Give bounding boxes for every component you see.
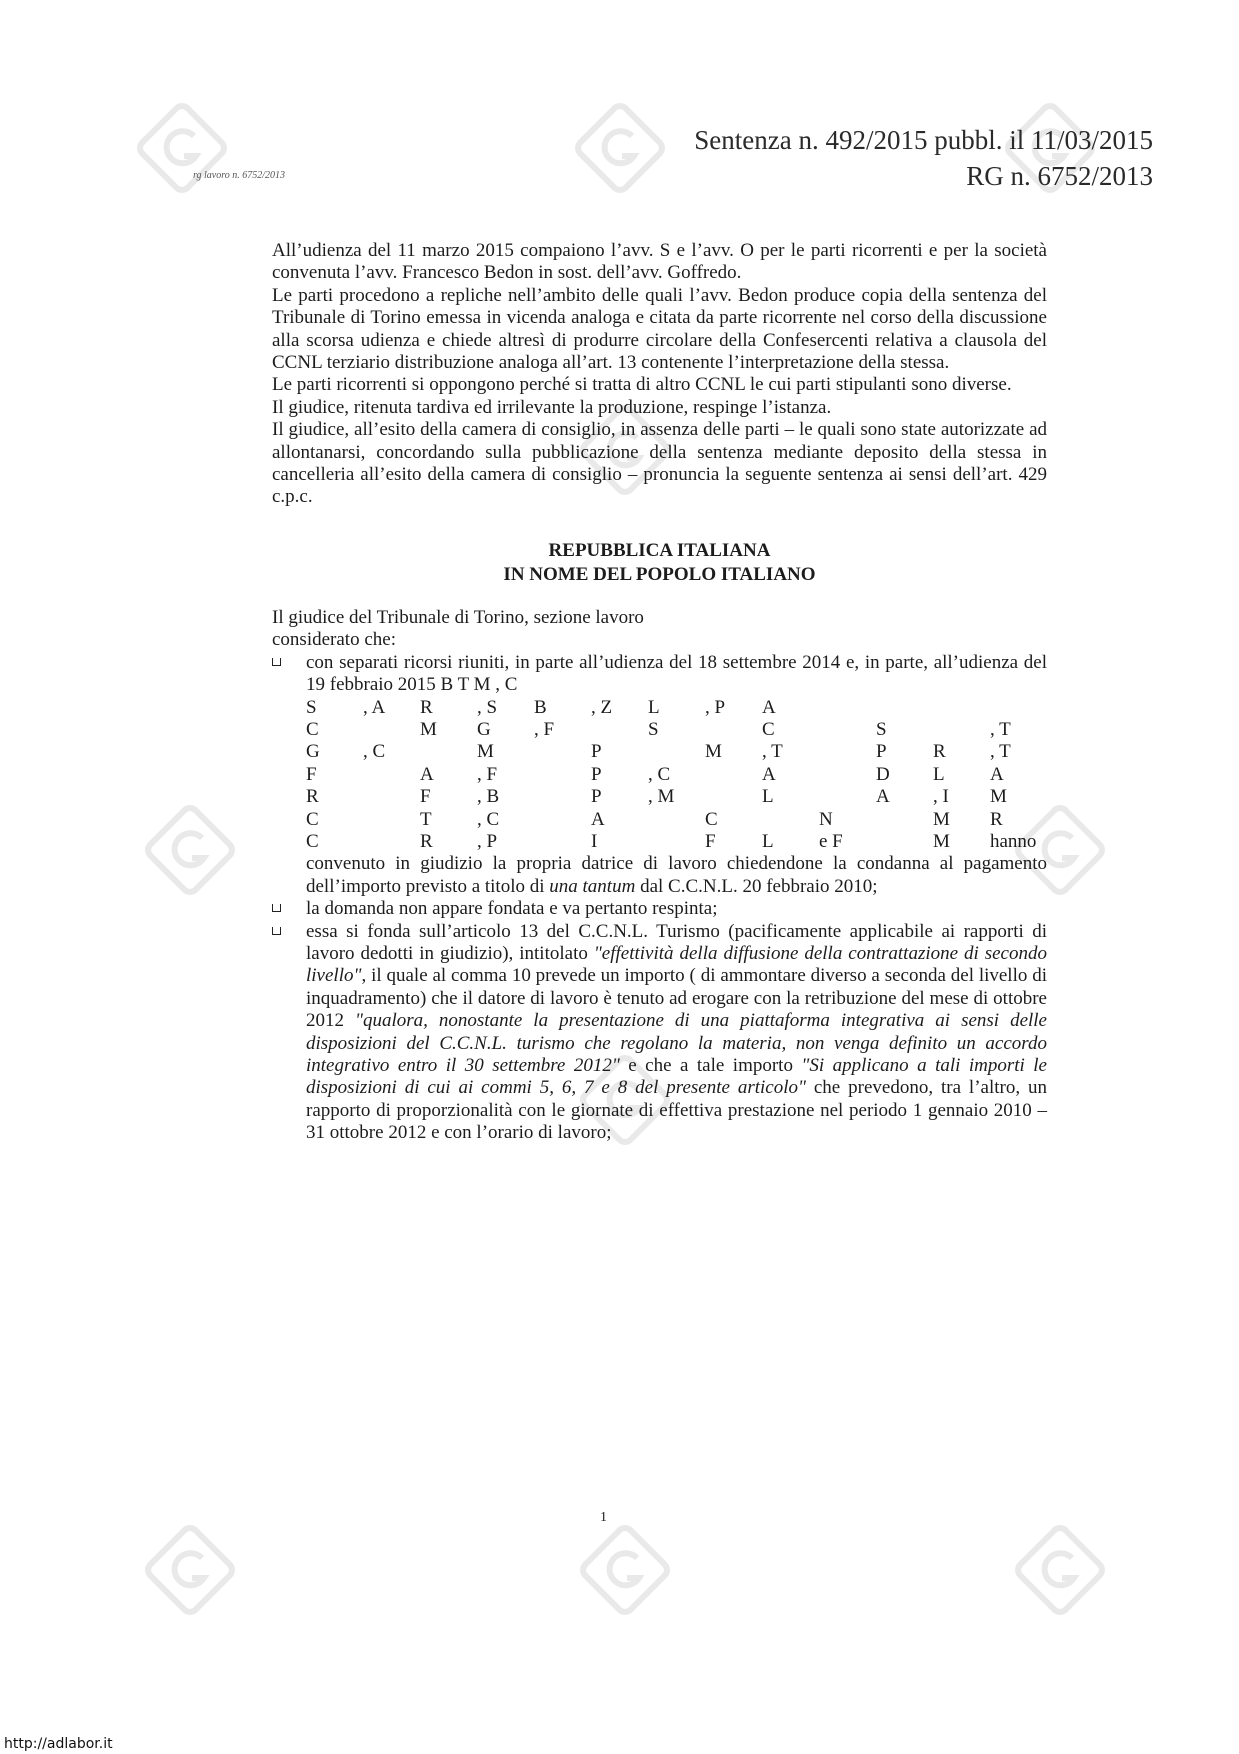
watermark-logo-icon — [132, 98, 232, 198]
list-item — [272, 898, 1047, 920]
intro-line-1: Il giudice del Tribunale di Torino, sezione lavoro — [272, 606, 644, 628]
watermark-logo-icon — [570, 98, 670, 198]
document-header — [694, 122, 1153, 194]
preamble-paragraph: Le parti ricorrenti si oppongono perché si tratta di altro CCNL le cui parti stipulanti sono diverse. — [272, 374, 1012, 396]
considerations-list — [272, 652, 1047, 1145]
item3-italic-b: "effettività della diffusione della contrattazione di secondo livello" — [306, 942, 1047, 987]
sentenza-reference: Sentenza n. 492/2015 pubbl. il 11/03/2015 — [694, 125, 1153, 155]
watermark-logo-icon — [1010, 1520, 1110, 1620]
item3-text-a: essa si fonda sull’articolo 13 del C.C.N.L. Turismo (pacificamente applicabile ai rapporti di lavoro dedotti in giudizio), intitolato — [306, 920, 1047, 964]
item3-text-c: , il quale al comma 10 prevede un importo ( di ammontare diverso a seconda del livello di inquadramento) che il datore di lavoro è tenuto ad erogare con la retribuzione del mese di ottobre 2012 — [306, 965, 1047, 1032]
item1-italic: una tantum — [549, 875, 636, 897]
names-row: S , A R , S B , Z L , P A — [306, 696, 776, 718]
item3-italic-f: "Si applicano a tali importi le disposizioni di cui ai commi 5, 6, 7 e 8 del presente articolo" — [306, 1055, 1047, 1099]
checkbox-bullet-icon — [272, 927, 281, 935]
names-row: C R , P I F L e F M hanno — [306, 830, 1037, 852]
preamble-paragraph: Le parti procedono a repliche nell’ambito delle quali l’avv. Bedon produce copia della sentenza del Tribunale di Torino emessa in vicenda analoga e citata da parte ricorrente nel corso della discussione alla scorsa udienza e chiede altresì di produrre circolare della Confesercenti relativa a clausola del CCNL terziario distribuzione analoga all’art. 13 contenente l’interpretazione della stessa. — [272, 284, 1047, 374]
checkbox-bullet-icon — [272, 904, 281, 912]
item1-start: con separati ricorsi riuniti, in parte all’udienza del 18 settembre 2014 e, in parte, all’udienza del 19 febbraio 2015 B T M , C — [306, 651, 1047, 696]
page-number: 1 — [600, 1510, 607, 1525]
item3-italic-d: "qualora, nonostante la presentazione di una piattaforma integrativa ai sensi delle disposizioni del C.C.N.L. turismo che regolano la materia, non venga definito un accordo integrativo entro il 30 settembre 2012" — [306, 1010, 1047, 1076]
preamble-paragraph: Il giudice, ritenuta tardiva ed irrilevante la produzione, respinge l’istanza. — [272, 396, 832, 418]
rg-reference: RG n. 6752/2013 — [966, 161, 1153, 191]
item1-end: convenuto in giudizio la propria datrice di lavoro chiedendone la condanna al pagamento dell’importo previsto a titolo di — [306, 853, 1047, 897]
list-item — [272, 652, 1047, 898]
names-row: C M G , F S C S , T — [306, 718, 1011, 740]
title-line-1: REPUBBLICA ITALIANA — [548, 539, 771, 561]
names-row: R F , B P , M L A , I M — [306, 786, 1007, 808]
intro-line-2: considerato che: — [272, 629, 396, 651]
preamble-paragraph: All’udienza del 11 marzo 2015 compaiono l’avv. S e l’avv. O per le parti ricorrenti e per la società convenuta l’avv. Francesco Bedon in sost. dell’avv. Goffredo. — [272, 240, 1047, 284]
names-row: F A , F P , C A D L A — [306, 763, 1004, 785]
title-line-2: IN NOME DEL POPOLO ITALIANO — [503, 563, 816, 585]
names-row: G , C M P M , T P R , T — [306, 741, 1011, 763]
watermark-logo-icon — [575, 1520, 675, 1620]
watermark-logo-icon — [140, 1520, 240, 1620]
preamble-paragraph: Il giudice, all’esito della camera di consiglio, in assenza delle parti – le quali sono state autorizzate ad allontanarsi, concordando sulla pubblicazione della sentenza mediante deposito della stessa in cancelleria all’esito della camera di consiglio – pronuncia la seguente sentenza ai sensi dell’art. 429 c.p.c. — [272, 419, 1047, 508]
names-row: C T , C A C N M R — [306, 808, 1003, 830]
watermark-logo-icon — [140, 800, 240, 900]
list-item — [272, 921, 1047, 1145]
item3-text-e: e che a tale importo — [619, 1055, 802, 1076]
item1-end-b: dal C.C.N.L. 20 febbraio 2010; — [635, 875, 878, 897]
item3-text-g: che prevedono, tra l’altro, un rapporto di proporzionalità con le giornate di effettiva prestazione nel periodo 1 gennaio 2010 – 31 ottobre 2012 e con l’orario di lavoro; — [306, 1077, 1047, 1144]
document-body — [272, 240, 1047, 1145]
checkbox-bullet-icon — [272, 658, 281, 666]
rg-small-reference: rg lavoro n. 6752/2013 — [193, 170, 286, 181]
item2-text: la domanda non appare fondata e va pertanto respinta; — [306, 898, 718, 920]
footer-url: http://adlabor.it — [4, 1736, 113, 1752]
